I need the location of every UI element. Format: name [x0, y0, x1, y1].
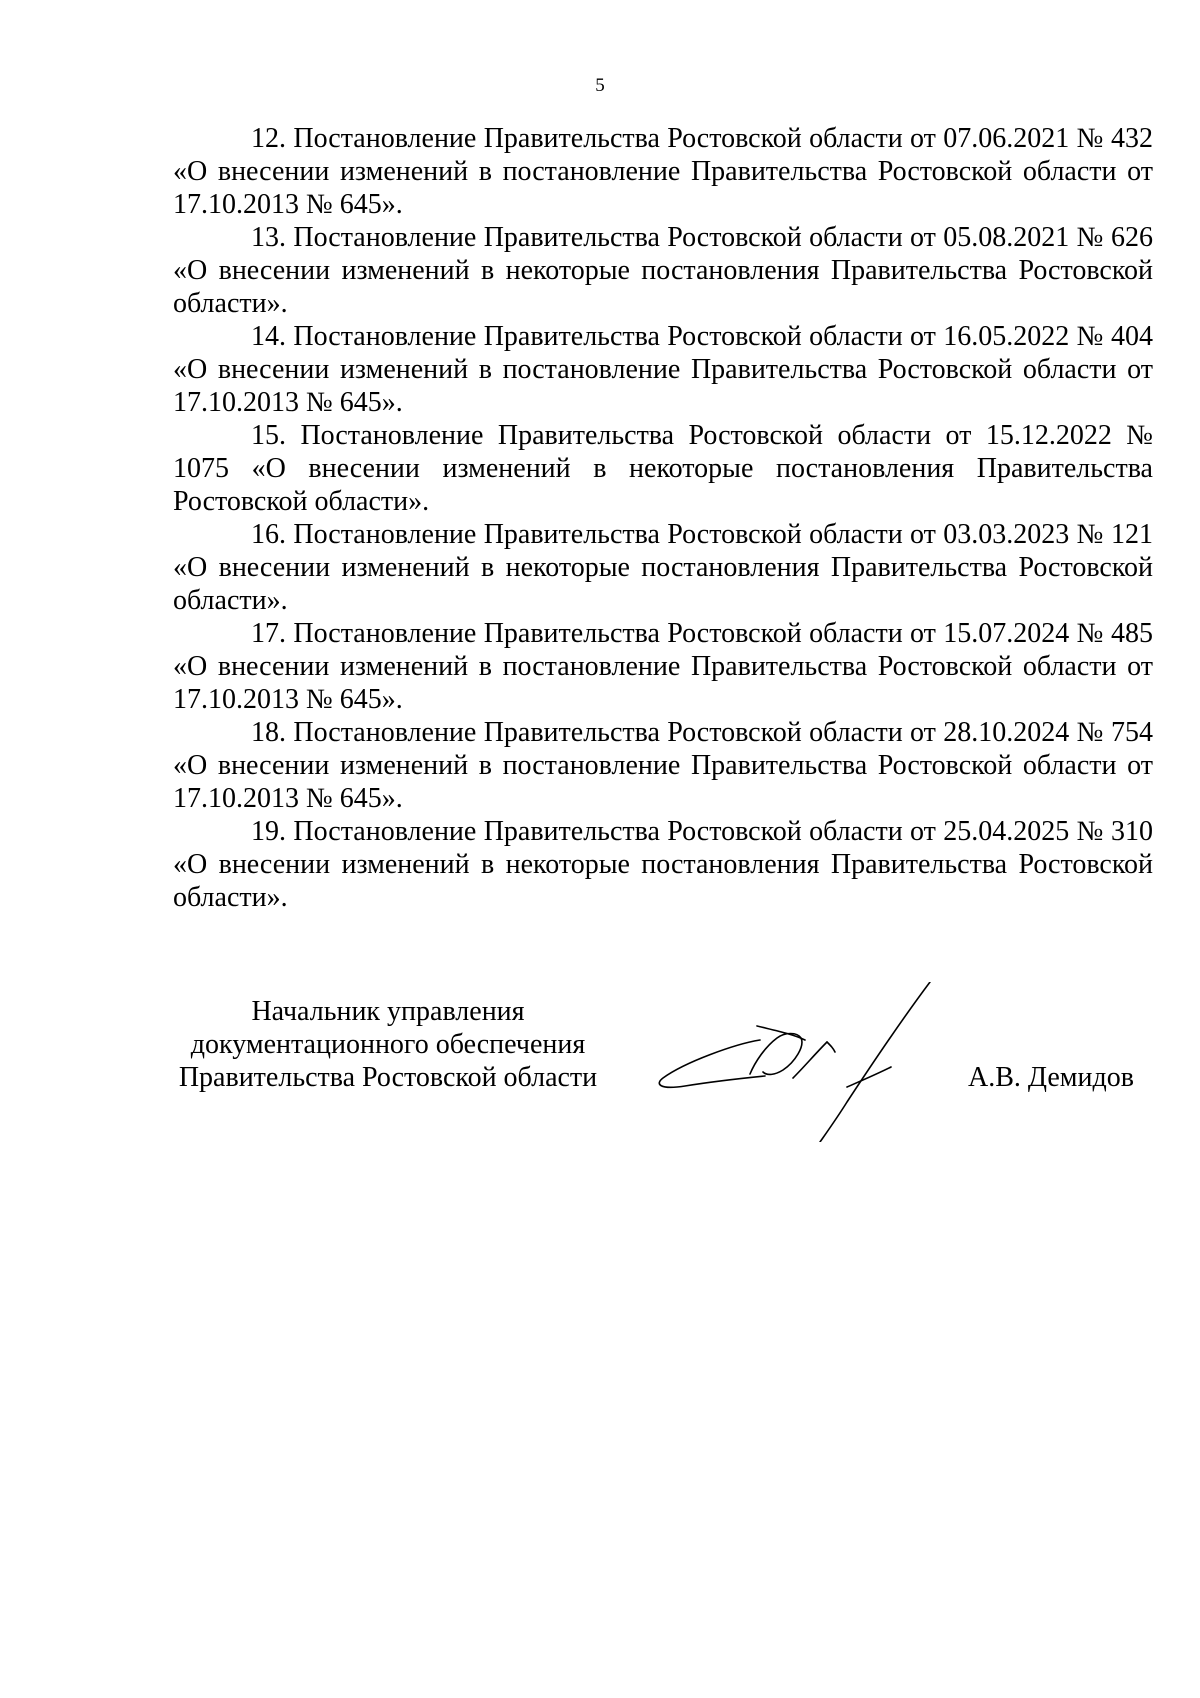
item-number: 16. [251, 519, 286, 550]
signer-position [168, 995, 608, 1094]
item-text: Постановление Правительства Ростовской области от 03.03.2023 № 121 «О внесении изменений в некоторые постановления Правительства Ростовской области». [173, 519, 1154, 616]
item-number: 19. [251, 816, 286, 847]
list-item [173, 617, 1153, 716]
list-item [173, 122, 1153, 221]
list-item [173, 419, 1153, 518]
item-text: Постановление Правительства Ростовской области от 15.07.2024 № 485 «О внесении изменений в постановление Правительства Ростовской области от 17.10.2013 № 645». [173, 618, 1154, 715]
item-number: 18. [251, 717, 286, 748]
item-text: Постановление Правительства Ростовской области от 15.12.2022 № 1075 «О внесении изменений в некоторые постановления Правительства Ростовской области». [173, 420, 1154, 517]
signer-position-line: документационного обеспечения [190, 1029, 586, 1060]
item-text: Постановление Правительства Ростовской области от 07.06.2021 № 432 «О внесении изменений в постановление Правительства Ростовской области от 17.10.2013 № 645». [173, 123, 1154, 220]
item-text: Постановление Правительства Ростовской области от 28.10.2024 № 754 «О внесении изменений в постановление Правительства Ростовской области от 17.10.2013 № 645». [173, 717, 1154, 814]
item-number: 15. [251, 420, 286, 451]
item-number: 17. [251, 618, 286, 649]
signature-block [0, 995, 1200, 1155]
list-item [173, 221, 1153, 320]
list-item [173, 716, 1153, 815]
item-number: 13. [251, 222, 286, 253]
list-item [173, 320, 1153, 419]
item-text: Постановление Правительства Ростовской области от 25.04.2025 № 310 «О внесении изменений в некоторые постановления Правительства Ростовской области». [173, 816, 1154, 913]
page-number: 5 [595, 75, 605, 96]
list-item [173, 518, 1153, 617]
list-item [173, 815, 1153, 914]
item-text: Постановление Правительства Ростовской области от 05.08.2021 № 626 «О внесении изменений в некоторые постановления Правительства Ростовской области». [173, 222, 1154, 319]
signer-position-line: Начальник управления [251, 996, 525, 1027]
signer-name: А.В. Демидов [968, 1062, 1134, 1093]
regulations-list [173, 122, 1153, 914]
signer-position-line: Правительства Ростовской области [178, 1062, 598, 1093]
handwritten-signature [655, 982, 935, 1142]
item-number: 14. [251, 321, 286, 352]
item-text: Постановление Правительства Ростовской области от 16.05.2022 № 404 «О внесении изменений в постановление Правительства Ростовской области от 17.10.2013 № 645». [173, 321, 1154, 418]
item-number: 12. [251, 123, 286, 154]
